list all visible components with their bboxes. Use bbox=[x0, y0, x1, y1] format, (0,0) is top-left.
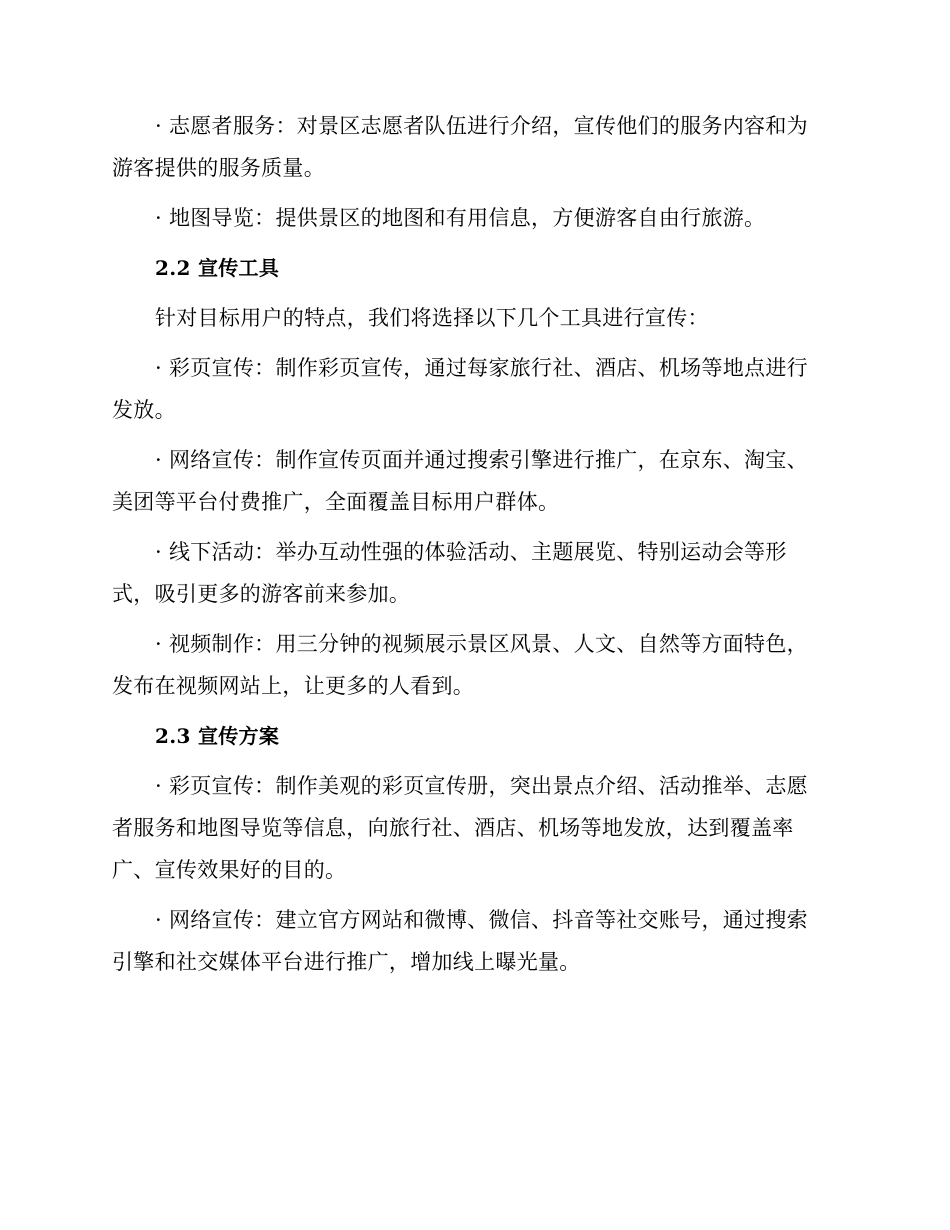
heading-2-2: 2.2 宣传工具 bbox=[155, 256, 280, 280]
para-tools-intro: 针对目标用户的特点，我们将选择以下几个工具进行宣传： bbox=[155, 306, 709, 330]
document-body bbox=[112, 105, 824, 991]
para-map-guide: · 地图导览：提供景区的地图和有用信息，方便游客自由行旅游。 bbox=[112, 197, 824, 239]
para-brochure-plan: · 彩页宣传：制作美观的彩页宣传册，突出景点介绍、活动推举、志愿者服务和地图导览等信息，向旅行社、酒店、机场等地发放，达到覆盖率广、宣传效果好的目的。 bbox=[112, 765, 824, 891]
para-video-production: · 视频制作：用三分钟的视频展示景区风景、人文、自然等方面特色，发布在视频网站上，让更多的人看到。 bbox=[112, 623, 824, 707]
para-brochure-tool: · 彩页宣传：制作彩页宣传，通过每家旅行社、酒店、机场等地点进行发放。 bbox=[112, 347, 824, 431]
heading-2-3: 2.3 宣传方案 bbox=[155, 724, 280, 748]
para-volunteer-service: · 志愿者服务：对景区志愿者队伍进行介绍，宣传他们的服务内容和为游客提供的服务质量。 bbox=[112, 105, 824, 189]
para-online-plan: · 网络宣传：建立官方网站和微博、微信、抖音等社交账号，通过搜索引擎和社交媒体平台进行推广，增加线上曝光量。 bbox=[112, 899, 824, 983]
para-online-tool: · 网络宣传：制作宣传页面并通过搜索引擎进行推广，在京东、淘宝、美团等平台付费推广，全面覆盖目标用户群体。 bbox=[112, 439, 824, 523]
para-offline-activity: · 线下活动：举办互动性强的体验活动、主题展览、特别运动会等形式，吸引更多的游客前来参加。 bbox=[112, 531, 824, 615]
